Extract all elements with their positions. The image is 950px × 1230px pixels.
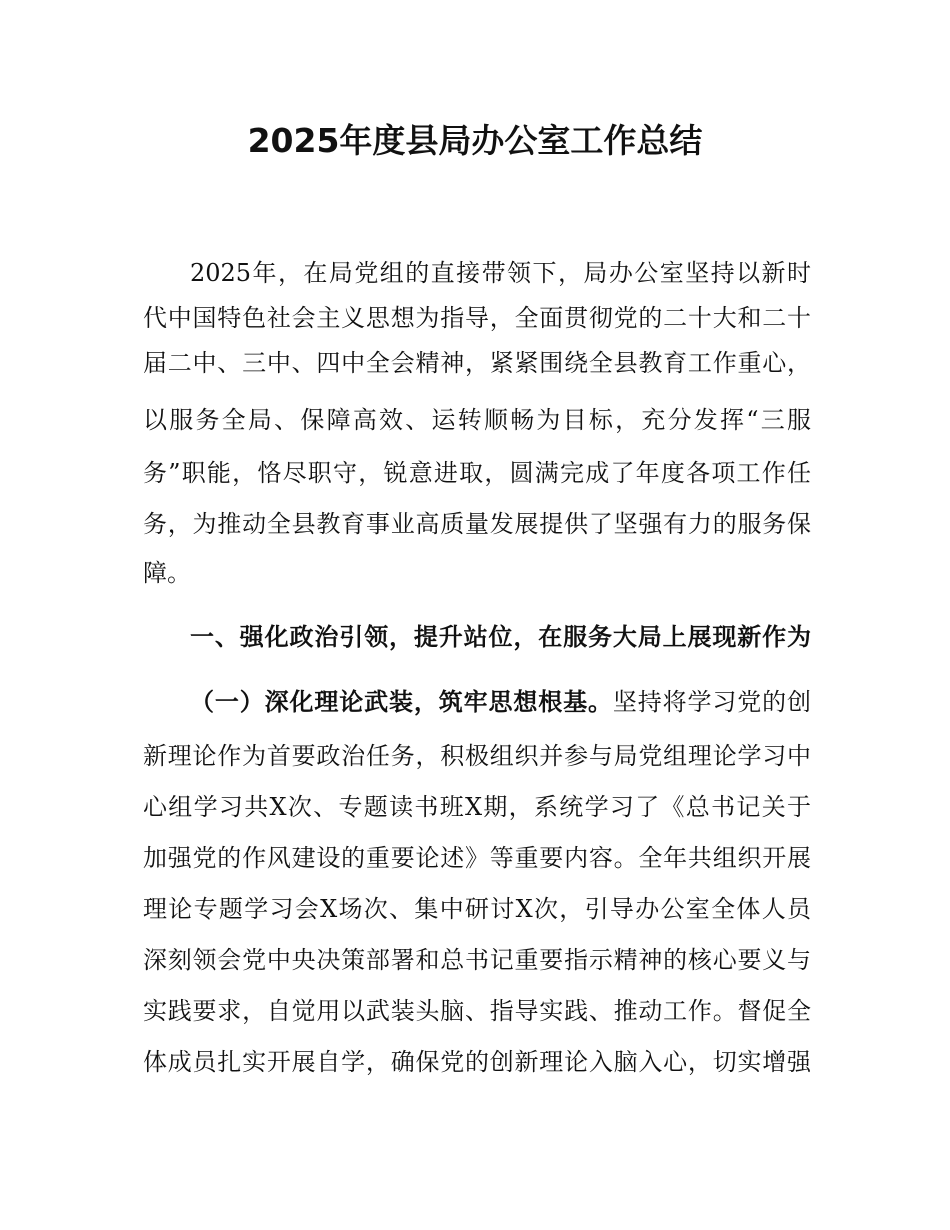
- body-line: 理论专题学习会X场次、集中研讨X次，引导办公室全体人员: [143, 895, 811, 923]
- intro-line: 以服务全局、保障高效、运转顺畅为目标，充分发挥“三服: [143, 406, 811, 434]
- body-line: 心组学习共X次、专题读书班X期，系统学习了《总书记关于: [143, 793, 811, 821]
- body-line: 实践要求，自觉用以武装头脑、指导实践、推动工作。督促全: [143, 997, 811, 1025]
- subsection-lead: （一）深化理论武装，筑牢思想根基。: [190, 688, 613, 716]
- body-line: 加强党的作风建设的重要论述》等重要内容。全年共组织开展: [143, 844, 811, 872]
- body-line: 新理论作为首要政治任务，积极组织并参与局党组理论学习中: [143, 742, 811, 770]
- intro-line: 2025年，在局党组的直接带领下，局办公室坚持以新时: [190, 259, 811, 287]
- document-title: 2025年度县局办公室工作总结: [247, 121, 703, 160]
- intro-line: 务”职能，恪尽职守，锐意进取，圆满完成了年度各项工作任: [143, 459, 811, 487]
- body-line: 深刻领会党中央决策部署和总书记重要指示精神的核心要义与: [143, 946, 811, 974]
- intro-line: 务，为推动全县教育事业高质量发展提供了坚强有力的服务保: [143, 510, 811, 538]
- intro-line: 届二中、三中、四中全会精神，紧紧围绕全县教育工作重心，: [143, 349, 811, 377]
- body-line: 体成员扎实开展自学，确保党的创新理论入脑入心，切实增强: [143, 1048, 811, 1076]
- section-heading: 一、强化政治引领，提升站位，在服务大局上展现新作为: [190, 623, 811, 651]
- intro-line: 障。: [143, 559, 191, 587]
- subsection-first-line: [190, 680, 811, 724]
- subsection-lead-rest: 坚持将学习党的创: [612, 688, 811, 716]
- intro-line: 代中国特色社会主义思想为指导，全面贯彻党的二十大和二十: [143, 304, 811, 332]
